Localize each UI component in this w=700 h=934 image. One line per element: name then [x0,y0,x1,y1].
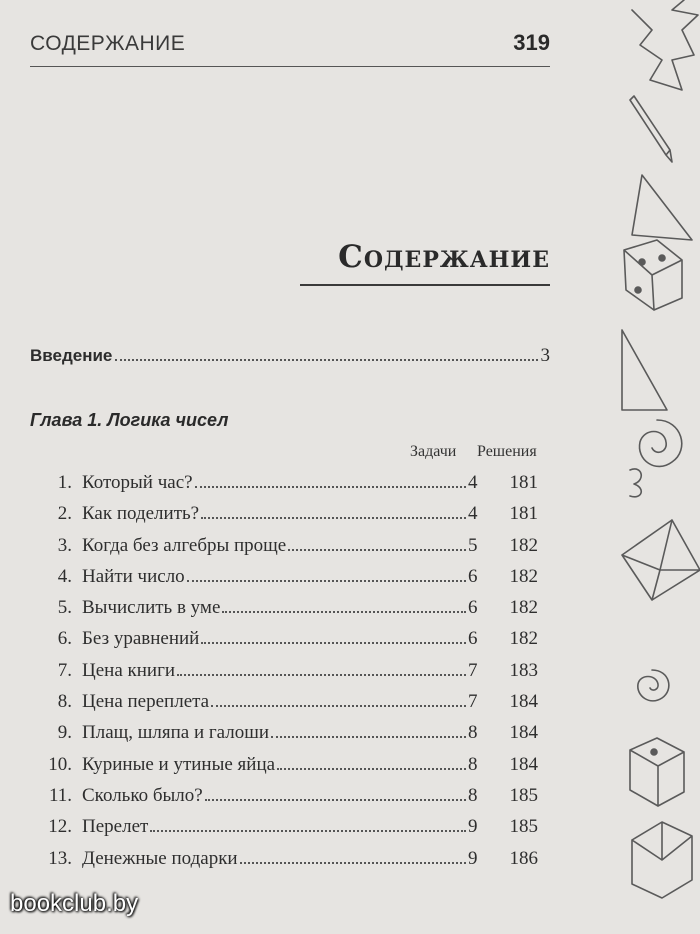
dot-leader [177,674,466,676]
task-page: 5 [468,534,478,556]
number-doodle-icon [630,469,641,497]
entry-number: 9. [57,722,72,744]
solution-page: 186 [509,847,538,869]
solution-page: 184 [509,753,538,775]
entry-title: Денежные подарки [82,847,238,869]
entry-title: Найти число [82,565,185,587]
entry-title: Плащ, шляпа и галоши [82,722,270,744]
task-page: 9 [468,816,478,838]
solution-page: 184 [509,691,538,713]
dot-leader [277,768,466,770]
toc-row [30,691,570,722]
dice-icon [624,240,682,310]
triangle-icon [632,175,692,240]
dot-leader [195,486,466,488]
toc-list [30,472,570,879]
dot-leader [187,580,466,582]
page-header [30,30,550,67]
toc-row [30,472,570,503]
toc-row [30,722,570,753]
entry-title: Куриные и утиные яйца [82,753,276,775]
entry-title: Сколько было? [82,784,203,806]
entry-number: 7. [57,659,72,681]
page-number: 319 [513,30,550,55]
solution-page: 185 [509,816,538,838]
entry-title: Цена переплета [82,691,210,713]
entry-number: 11. [48,784,72,806]
dot-leader [271,736,466,738]
task-page: 8 [468,722,478,744]
task-page: 7 [468,659,478,681]
entry-number: 2. [57,503,72,525]
task-page: 6 [468,565,478,587]
intro-label: Введение [30,346,113,365]
solution-page: 182 [509,565,538,587]
entry-number: 12. [48,816,72,838]
entry-title: Перелет [82,816,149,838]
pencil-icon [630,96,672,162]
task-page: 8 [468,753,478,775]
entry-title: Когда без алгебры проще [82,534,287,556]
toc-row [30,503,570,534]
entry-number: 5. [57,597,72,619]
entry-number: 13. [48,847,72,869]
contents-title: Содержание [300,230,550,286]
solution-page: 182 [509,628,538,650]
solution-page: 183 [509,659,538,681]
entry-number: 8. [57,691,72,713]
task-page: 8 [468,784,478,806]
toc-row [30,660,570,691]
entry-title: Который час? [82,472,193,493]
toc-row [30,566,570,597]
dot-leader [205,799,466,801]
toc-row [30,816,570,847]
solution-page: 181 [509,503,538,525]
solution-page: 184 [509,722,538,744]
dot-leader [211,705,466,707]
entry-title: Вычислить в уме [82,597,221,619]
task-page: 9 [468,847,478,869]
entry-number: 4. [57,565,72,587]
task-page: 6 [468,628,478,650]
dot-leader [150,830,466,832]
solution-page: 185 [509,784,538,806]
intro-entry [30,345,550,373]
spiral-small-icon [638,670,669,701]
right-triangle-icon [622,330,667,410]
solution-page: 182 [509,534,538,556]
entry-number: 6. [57,628,72,650]
dot-leader [240,862,466,864]
task-page: 7 [468,691,478,713]
zigzag-doodle-icon [632,0,698,90]
dice-small-icon [630,738,684,806]
dot-leader [115,359,537,361]
entry-number: 3. [57,534,72,556]
dot-leader [201,517,466,519]
spiral-icon [639,420,681,466]
dot-leader [201,642,466,644]
hexagon-prism-icon [632,822,692,898]
toc-row [30,754,570,785]
dot-leader [222,611,466,613]
task-page: 4 [468,472,478,493]
intro-page: 3 [540,345,550,366]
solution-page: 182 [509,597,538,619]
entry-number: 10. [48,753,72,775]
watermark-text: bookclub.by [10,890,139,917]
task-page: 4 [468,503,478,525]
toc-row [30,785,570,816]
decorative-doodle-strip [612,0,700,934]
column-header-solutions: Решения [477,443,537,460]
solution-page: 181 [509,472,538,493]
toc-row [30,597,570,628]
pyramid-icon [622,520,700,600]
entry-title: Цена книги [82,659,176,681]
column-header-tasks: Задачи [410,443,457,460]
running-header-title: СОДЕРЖАНИЕ [30,32,186,55]
entry-title: Без уравнений [82,628,200,650]
dot-leader [288,549,466,551]
entry-number: 1. [57,472,72,493]
toc-row [30,535,570,566]
toc-row [30,628,570,659]
chapter-heading: Глава 1. Логика чисел [30,410,229,430]
toc-row [30,848,570,879]
entry-title: Как поделить? [82,503,200,525]
task-page: 6 [468,597,478,619]
